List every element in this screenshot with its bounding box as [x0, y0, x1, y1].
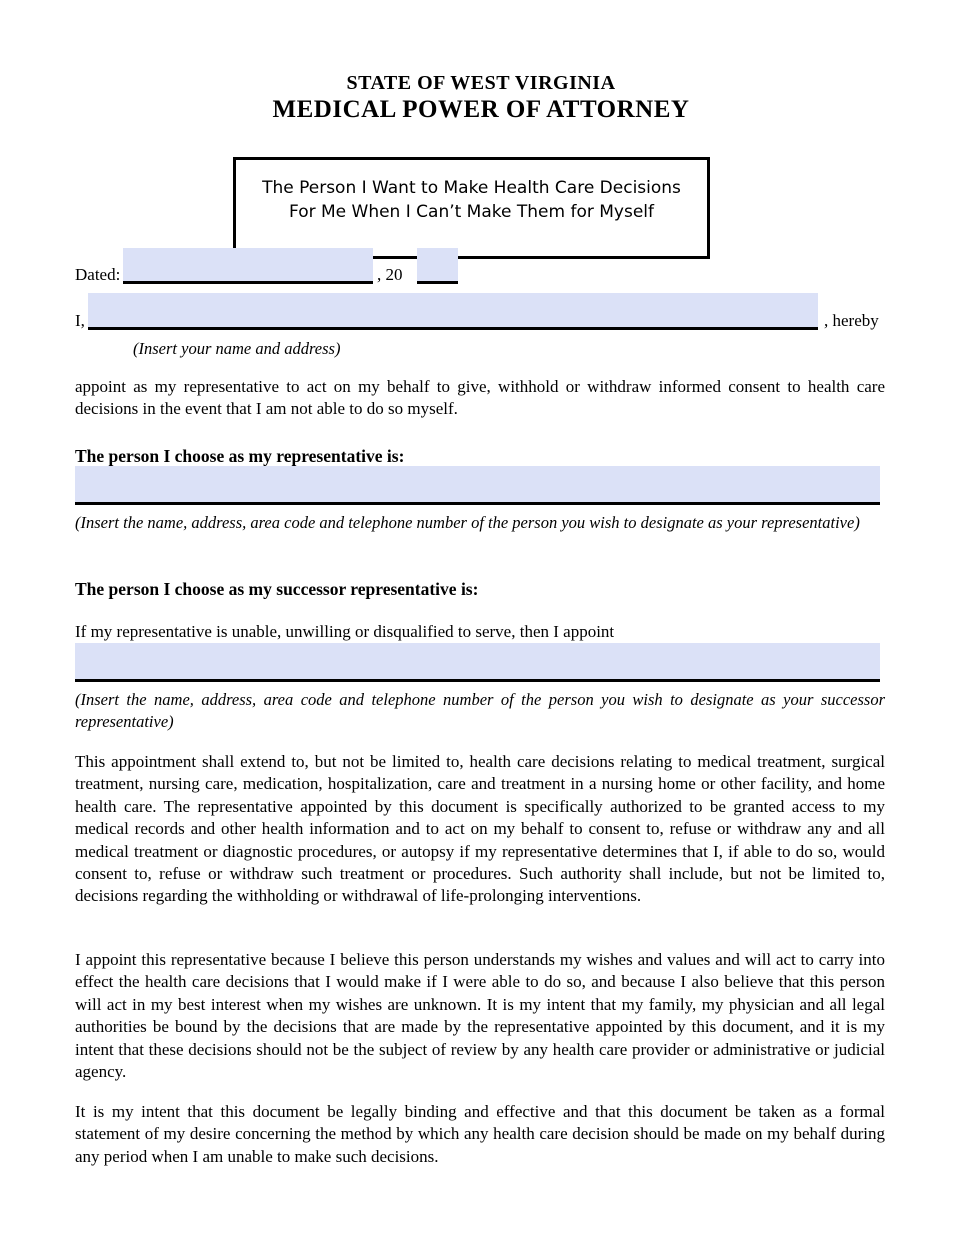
notice-box	[233, 157, 710, 259]
representative-caption: (Insert the name, address, area code and telephone number of the person you wish to designate as your representative)	[75, 513, 860, 532]
successor-heading: The person I choose as my successor representative is:	[75, 579, 479, 599]
intent-paragraph: I appoint this representative because I believe this person understands my wishes and values and will act to carry into effect the health care decisions that I would make if I were able to do so, and because I also believe that this person will act in my best interest when my wishes are unknown. It is my intent that my family, my physician and all legal authorities be bound by the decisions that are made by the representative appointed by this document, and it is my intent that these decisions should not be the subject of review by any health care provider or administrative or judicial agency.	[75, 950, 885, 1082]
declarant-suffix-label: , hereby	[824, 311, 879, 330]
binding-paragraph: It is my intent that this document be legally binding and effective and that this document be taken as a formal statement of my desire concerning the method by which any health care decision should be made on my behalf during any period when I am unable to make such decisions.	[75, 1102, 885, 1166]
intro-paragraph: appoint as my representative to act on my behalf to give, withhold or withdraw informed consent to health care decisions in the event that I am not able to do so myself.	[75, 377, 885, 419]
declarant-caption: (Insert your name and address)	[133, 339, 341, 358]
date-field[interactable]	[123, 248, 373, 284]
declarant-prefix-label: I,	[75, 311, 85, 330]
authority-paragraph: This appointment shall extend to, but not be limited to, health care decisions relating to medical treatment, surgical treatment, nursing care, medication, hospitalization, care and treatment in a nursing home or other facility, and home health care. The representative appointed by this document is specifically authorized to be granted access to my medical records and other health information and to act on my behalf to consent to, refuse or withdraw any and all medical treatment or diagnostic procedures, or autopsy if my representative determines that I, if able to do so, would consent to, refuse or withdraw such treatment or procedures. Such authority shall include, but not be limited to, decisions regarding the withholding or withdrawal of life-prolonging interventions.	[75, 752, 885, 906]
year-field[interactable]	[417, 248, 458, 284]
document-state-title: STATE OF WEST VIRGINIA	[346, 72, 616, 94]
notice-box-line-1: The Person I Want to Make Health Care Decisions	[262, 178, 681, 198]
successor-representative-field[interactable]	[75, 643, 880, 682]
representative-field[interactable]	[75, 466, 880, 505]
dated-label: Dated:	[75, 265, 121, 284]
year-prefix-label: , 20	[377, 265, 403, 284]
successor-caption: (Insert the name, address, area code and telephone number of the person you wish to designate as your successor representative)	[75, 690, 885, 731]
representative-heading: The person I choose as my representative is:	[75, 446, 405, 466]
declarant-name-field[interactable]	[88, 293, 818, 330]
document-title: MEDICAL POWER OF ATTORNEY	[272, 96, 690, 123]
notice-box-line-2: For Me When I Can’t Make Them for Myself	[289, 202, 654, 222]
successor-intro: If my representative is unable, unwilling or disqualified to serve, then I appoint	[75, 622, 615, 641]
